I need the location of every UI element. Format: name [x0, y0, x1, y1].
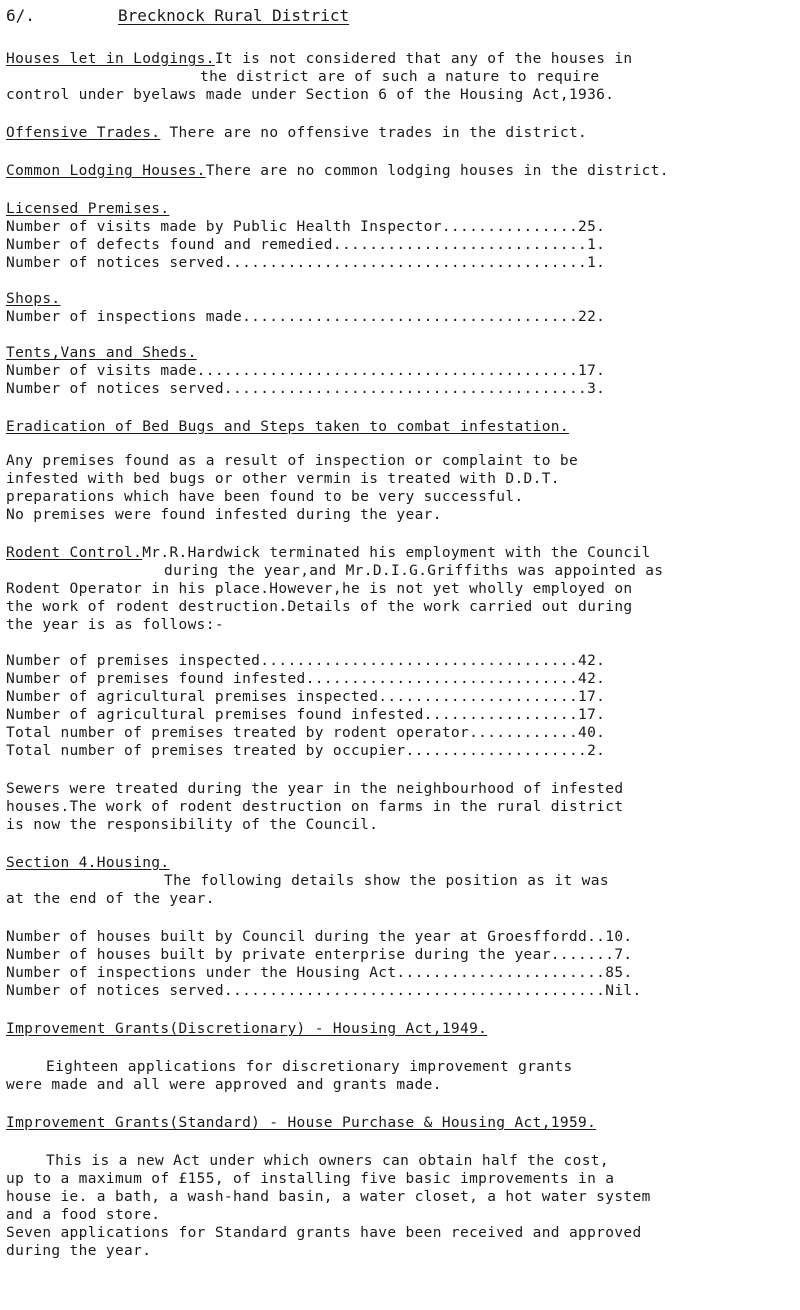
rodent-line: the work of rodent destruction.Details of the work carried out during — [6, 599, 633, 615]
grants-standard-line: house ie. a bath, a wash-hand basin, a water closet, a hot water system — [6, 1189, 651, 1205]
lodgings-line-2: the district are of such a nature to require — [200, 69, 600, 85]
bedbugs-line: Any premises found as a result of inspection or complaint to be — [6, 453, 579, 469]
shops-heading: Shops. — [6, 291, 61, 307]
housing-heading: Section 4.Housing. — [6, 855, 170, 871]
shops-row: Number of inspections made.....................................22. — [6, 309, 606, 325]
grants-discretionary-line: Eighteen applications for discretionary improvement grants — [46, 1059, 573, 1075]
housing-intro: The following details show the position as it was — [164, 873, 609, 889]
rodent-row: Number of premises found infested..............................42. — [6, 671, 606, 687]
lodgings-line-1: Houses let in Lodgings.It is not considered that any of the houses in — [6, 51, 633, 67]
rodent-row: Total number of premises treated by occupier....................2. — [6, 743, 606, 759]
licensed-row: Number of defects found and remedied............................1. — [6, 237, 606, 253]
bedbugs-line: No premises were found infested during the year. — [6, 507, 442, 523]
tents-row: Number of notices served........................................3. — [6, 381, 606, 397]
housing-row: Number of houses built by private enterprise during the year.......7. — [6, 947, 633, 963]
lodgings-heading: Houses let in Lodgings. — [6, 51, 215, 67]
housing-row: Number of inspections under the Housing Act.......................85. — [6, 965, 633, 981]
offensive-heading: Offensive Trades. — [6, 125, 161, 141]
bedbugs-heading: Eradication of Bed Bugs and Steps taken to combat infestation. — [6, 419, 569, 435]
grants-standard-line: Seven applications for Standard grants have been received and approved — [6, 1225, 642, 1241]
tents-heading: Tents,Vans and Sheds. — [6, 345, 197, 361]
bedbugs-line: infested with bed bugs or other vermin is treated with D.D.T. — [6, 471, 560, 487]
grants-standard-line: up to a maximum of £155, of installing five basic improvements in a — [6, 1171, 615, 1187]
sewers-line: Sewers were treated during the year in the neighbourhood of infested — [6, 781, 624, 797]
tents-row: Number of visits made..........................................17. — [6, 363, 606, 379]
running-title: Brecknock Rural District — [118, 6, 350, 25]
rodent-row: Total number of premises treated by rodent operator............40. — [6, 725, 606, 741]
grants-discretionary-heading: Improvement Grants(Discretionary) - Housing Act,1949. — [6, 1021, 488, 1037]
rodent-heading: Rodent Control. — [6, 545, 143, 561]
licensed-row: Number of visits made by Public Health Inspector...............25. — [6, 219, 606, 235]
licensed-row: Number of notices served........................................1. — [6, 255, 606, 271]
common-lodging-heading: Common Lodging Houses. — [6, 163, 206, 179]
licensed-heading: Licensed Premises. — [6, 201, 170, 217]
bedbugs-line: preparations which have been found to be very successful. — [6, 489, 524, 505]
offensive-trades-line: Offensive Trades. There are no offensive trades in the district. — [6, 125, 588, 141]
page-number: 6/. — [6, 6, 35, 25]
common-lodging-line: Common Lodging Houses.There are no common lodging houses in the district. — [6, 163, 669, 179]
rodent-line: during the year,and Mr.D.I.G.Griffiths was appointed as — [164, 563, 664, 579]
grants-discretionary-line: were made and all were approved and grants made. — [6, 1077, 442, 1093]
housing-row: Number of notices served..........................................Nil. — [6, 983, 642, 999]
grants-standard-line: This is a new Act under which owners can obtain half the cost, — [46, 1153, 609, 1169]
sewers-line: is now the responsibility of the Council. — [6, 817, 379, 833]
housing-row: Number of houses built by Council during the year at Groesffordd..10. — [6, 929, 633, 945]
rodent-row: Number of agricultural premises inspected......................17. — [6, 689, 606, 705]
housing-intro: at the end of the year. — [6, 891, 215, 907]
rodent-line-1: Rodent Control.Mr.R.Hardwick terminated his employment with the Council — [6, 545, 651, 561]
sewers-line: houses.The work of rodent destruction on farms in the rural district — [6, 799, 624, 815]
rodent-line: the year is as follows:- — [6, 617, 224, 633]
grants-standard-line: and a food store. — [6, 1207, 161, 1223]
rodent-line: Rodent Operator in his place.However,he is not yet wholly employed on — [6, 581, 633, 597]
grants-standard-heading: Improvement Grants(Standard) - House Purchase & Housing Act,1959. — [6, 1115, 597, 1131]
rodent-row: Number of agricultural premises found infested.................17. — [6, 707, 606, 723]
rodent-row: Number of premises inspected...................................42. — [6, 653, 606, 669]
grants-standard-line: during the year. — [6, 1243, 152, 1259]
lodgings-line-3: control under byelaws made under Section 6 of the Housing Act,1936. — [6, 87, 615, 103]
